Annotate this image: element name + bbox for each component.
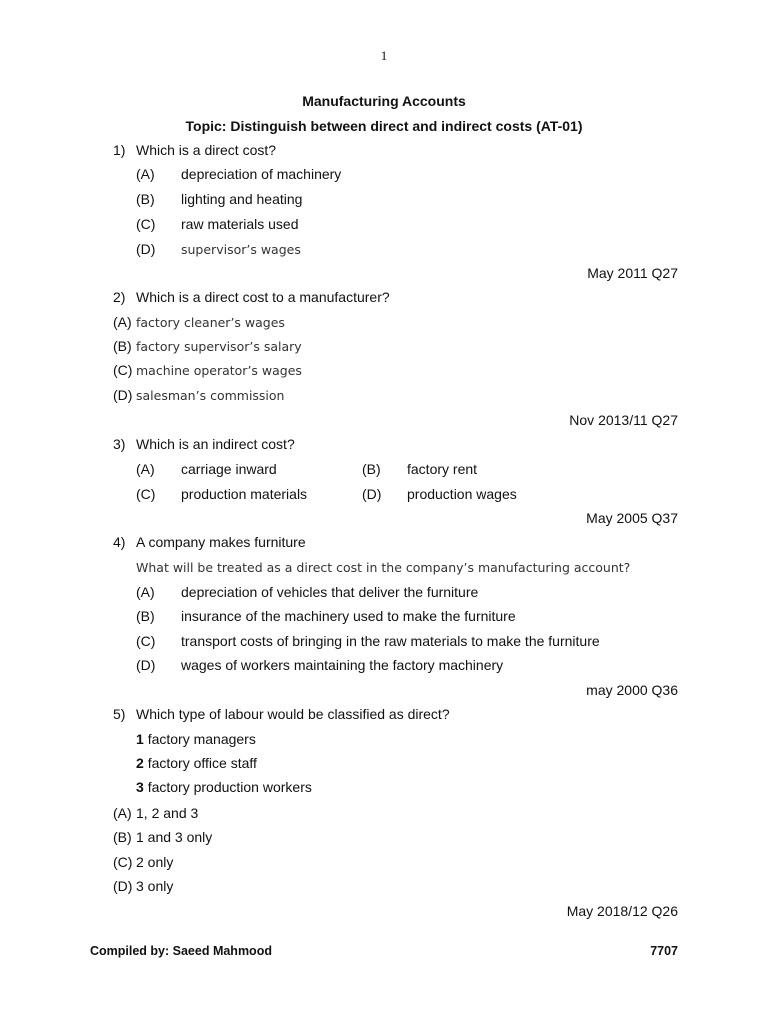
question-stem: Which is a direct cost?	[136, 142, 277, 158]
option-text: supervisor’s wages	[181, 242, 301, 257]
option-text: machine operator’s wages	[136, 363, 302, 378]
option-text: raw materials used	[181, 216, 299, 232]
question-number: 1)	[113, 142, 126, 158]
option-letter: (D)	[113, 878, 133, 894]
list-item	[136, 755, 257, 771]
option-letter: (A)	[136, 461, 155, 477]
option-text: 2 only	[136, 854, 174, 870]
option-letter: (C)	[136, 216, 156, 232]
option-text: factory rent	[407, 461, 478, 477]
page-number: 1	[380, 48, 388, 63]
question-number: 3)	[113, 436, 126, 452]
question-subtext: What will be treated as a direct cost in the company’s manufacturing account?	[136, 560, 631, 575]
option-letter: (D)	[136, 657, 156, 673]
item-text: factory production workers	[147, 779, 312, 795]
list-item	[136, 779, 312, 795]
option-letter: (D)	[113, 387, 133, 403]
option-letter: (A)	[136, 584, 155, 600]
option-text: depreciation of machinery	[181, 166, 342, 182]
option-letter: (A)	[113, 805, 132, 821]
question-stem: Which type of labour would be classified as direct?	[136, 706, 450, 722]
option-letter: (B)	[362, 461, 381, 477]
option-text: 1 and 3 only	[136, 829, 213, 845]
exam-reference: may 2000 Q36	[586, 682, 678, 698]
footer-code: 7707	[650, 944, 678, 958]
option-text: 1, 2 and 3	[136, 805, 199, 821]
option-text: salesman’s commission	[136, 388, 285, 403]
question-stem: A company makes furniture	[136, 534, 306, 550]
option-text: transport costs of bringing in the raw materials to make the furniture	[181, 633, 600, 649]
option-text: carriage inward	[181, 461, 277, 477]
list-item	[136, 731, 256, 747]
exam-reference: May 2011 Q27	[587, 265, 678, 281]
option-text: wages of workers maintaining the factory machinery	[181, 657, 504, 673]
item-text: factory managers	[147, 731, 256, 747]
option-text: lighting and heating	[181, 191, 303, 207]
exam-reference: Nov 2013/11 Q27	[569, 412, 678, 428]
question-number: 4)	[113, 534, 126, 550]
topic-heading: Topic: Distinguish between direct and indirect costs (AT-01)	[185, 118, 583, 134]
option-text: production wages	[407, 486, 517, 502]
option-letter: (A)	[136, 166, 155, 182]
option-letter: (D)	[136, 241, 156, 257]
item-number: 3	[136, 779, 144, 795]
option-text: factory supervisor’s salary	[136, 339, 302, 354]
option-letter: (A)	[113, 314, 132, 330]
option-letter: (C)	[136, 486, 156, 502]
option-letter: (C)	[136, 633, 156, 649]
option-letter: (C)	[113, 362, 133, 378]
question-stem: Which is an indirect cost?	[136, 436, 295, 452]
option-text: depreciation of vehicles that deliver the furniture	[181, 584, 479, 600]
footer-compiler: Compiled by: Saeed Mahmood	[90, 944, 272, 958]
option-letter: (B)	[113, 829, 132, 845]
question-number: 2)	[113, 289, 126, 305]
option-text: factory cleaner’s wages	[136, 315, 285, 330]
question-number: 5)	[113, 706, 126, 722]
page-title: Manufacturing Accounts	[302, 93, 466, 109]
option-letter: (D)	[362, 486, 382, 502]
option-letter: (B)	[136, 191, 155, 207]
exam-reference: May 2018/12 Q26	[566, 903, 678, 919]
option-text: insurance of the machinery used to make the furniture	[181, 608, 516, 624]
option-text: production materials	[181, 486, 308, 502]
option-letter: (B)	[113, 338, 132, 354]
item-number: 2	[136, 755, 144, 771]
option-letter: (B)	[136, 608, 155, 624]
item-text: factory office staff	[147, 755, 257, 771]
option-text: 3 only	[136, 878, 174, 894]
exam-reference: May 2005 Q37	[586, 510, 678, 526]
question-stem: Which is a direct cost to a manufacturer?	[136, 289, 390, 305]
option-letter: (C)	[113, 854, 133, 870]
item-number: 1	[136, 731, 144, 747]
